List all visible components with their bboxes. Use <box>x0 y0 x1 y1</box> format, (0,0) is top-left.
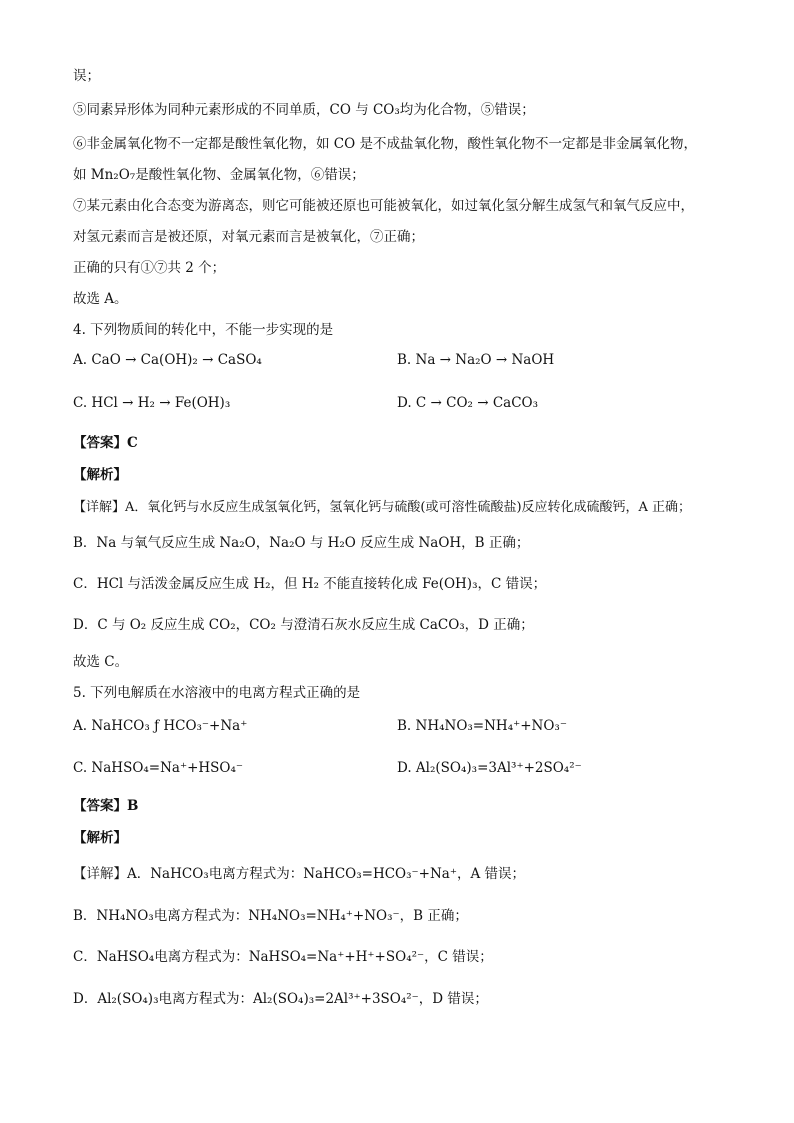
question-4-stem: 4. 下列物质间的转化中，不能一步实现的是 <box>73 322 334 338</box>
q5-option-a: A. NaHCO₃ ƒ HCO₃⁻+Na⁺ <box>73 718 248 734</box>
q5-option-b: B. NH₄NO₃=NH₄⁺+NO₃⁻ <box>397 718 567 734</box>
q5-option-d: D. Al₂(SO₄)₃=3Al³⁺+2SO₄²⁻ <box>397 760 582 776</box>
text-line: 如 Mn₂O₇是酸性氧化物、金属氧化物，⑥错误； <box>73 167 365 183</box>
q4-detail-d: D．C 与 O₂ 反应生成 CO₂，CO₂ 与澄清石灰水反应生成 CaCO₃，D 正确； <box>73 617 534 633</box>
q4-option-b: B. Na → Na₂O → NaOH <box>397 352 555 368</box>
text-line: 对氢元素而言是被还原，对氧元素而言是被氧化，⑦正确； <box>73 229 424 245</box>
text-line: ⑦某元素由化合态变为游离态，则它可能被还原也可能被氧化，如过氧化氢分解生成氢气和氧气反应中， <box>73 198 694 214</box>
text-line: ⑤同素异形体为同种元素形成的不同单质，CO 与 CO₃均为化合物，⑤错误； <box>73 102 535 118</box>
q5-detail-b: B．NH₄NO₃电离方程式为：NH₄NO₃=NH₄⁺+NO₃⁻，B 正确； <box>73 908 468 924</box>
text-line: 误； <box>73 68 100 84</box>
q5-detail-c: C．NaHSO₄电离方程式为：NaHSO₄=Na⁺+H⁺+SO₄²⁻，C 错误； <box>73 949 493 965</box>
question-5-stem: 5. 下列电解质在水溶液中的电离方程式正确的是 <box>73 685 361 701</box>
q4-conclusion: 故选 C。 <box>73 654 129 670</box>
text-line: ⑥非金属氧化物不一定都是酸性氧化物，如 CO 是不成盐氧化物，酸性氧化物不一定都是非金属氧化物， <box>73 136 697 152</box>
q4-option-c: C. HCl → H₂ → Fe(OH)₃ <box>73 395 231 411</box>
q4-detail-b: B．Na 与氧气反应生成 Na₂O，Na₂O 与 H₂O 反应生成 NaOH，B 正确； <box>73 535 530 551</box>
q4-answer: 【答案】C <box>73 435 138 451</box>
q4-detail-a: 【详解】A．氧化钙与水反应生成氢氧化钙，氢氧化钙与硫酸(或可溶性硫酸盐)反应转化成硫酸钙，A 正确； <box>73 500 692 515</box>
q4-option-a: A. CaO → Ca(OH)₂ → CaSO₄ <box>73 352 262 368</box>
q5-analysis-heading: 【解析】 <box>73 830 127 846</box>
q4-option-d: D. C → CO₂ → CaCO₃ <box>397 395 539 411</box>
q5-detail-d: D．Al₂(SO₄)₃电离方程式为：Al₂(SO₄)₃=2Al³⁺+3SO₄²⁻，D 错误； <box>73 991 488 1007</box>
text-line: 正确的只有①⑦共 2 个； <box>73 260 226 276</box>
q5-option-c: C. NaHSO₄=Na⁺+HSO₄⁻ <box>73 760 244 776</box>
text-line: 故选 A。 <box>73 291 128 307</box>
q5-detail-a: 【详解】A．NaHCO₃电离方程式为：NaHCO₃=HCO₃⁻+Na⁺，A 错误； <box>73 866 525 882</box>
q4-detail-c: C．HCl 与活泼金属反应生成 H₂，但 H₂ 不能直接转化成 Fe(OH)₃，C 错误； <box>73 576 547 592</box>
q4-analysis-heading: 【解析】 <box>73 467 127 483</box>
q5-answer: 【答案】B <box>73 798 139 814</box>
